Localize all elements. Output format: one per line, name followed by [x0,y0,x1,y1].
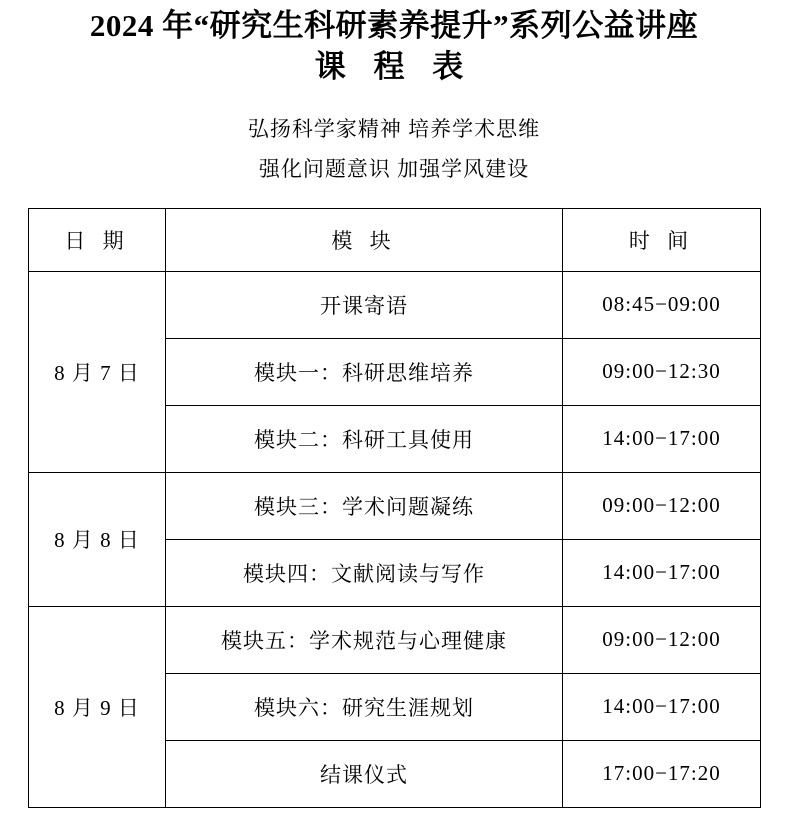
subtitle-block [0,110,788,190]
cell-time: 14:00−17:00 [563,539,761,606]
table-row [29,606,761,673]
schedule-table [28,208,761,808]
cell-module: 模块六：研究生涯规划 [166,673,563,740]
document-title-line-2: 课 程 表 [314,48,474,84]
table-row [29,271,761,338]
schedule-table-wrapper [28,208,760,808]
document-title-line-1: 2024 年“研究生科研素养提升”系列公益讲座 [89,8,699,43]
cell-date: 8 月 8 日 [29,472,166,606]
cell-module: 模块四：文献阅读与写作 [166,539,563,606]
cell-module: 模块一：科研思维培养 [166,338,563,405]
cell-time: 08:45−09:00 [563,271,761,338]
cell-time: 14:00−17:00 [563,673,761,740]
cell-time: 09:00−12:00 [563,606,761,673]
cell-module: 模块二：科研工具使用 [166,405,563,472]
table-row [29,472,761,539]
cell-time: 17:00−17:20 [563,740,761,807]
column-header-module: 模 块 [166,208,563,271]
cell-time: 09:00−12:00 [563,472,761,539]
cell-module: 开课寄语 [166,271,563,338]
cell-module: 模块三：学术问题凝练 [166,472,563,539]
cell-time: 09:00−12:30 [563,338,761,405]
cell-time: 14:00−17:00 [563,405,761,472]
cell-date: 8 月 7 日 [29,271,166,472]
table-header-row [29,208,761,271]
title-block [0,0,788,88]
document-subtitle-line-1: 弘扬科学家精神 培养学术思维 [247,116,541,141]
cell-date: 8 月 9 日 [29,606,166,807]
column-header-date: 日 期 [29,208,166,271]
document-subtitle-line-2: 强化问题意识 加强学风建设 [258,156,530,181]
column-header-time: 时 间 [563,208,761,271]
cell-module: 结课仪式 [166,740,563,807]
cell-module: 模块五：学术规范与心理健康 [166,606,563,673]
